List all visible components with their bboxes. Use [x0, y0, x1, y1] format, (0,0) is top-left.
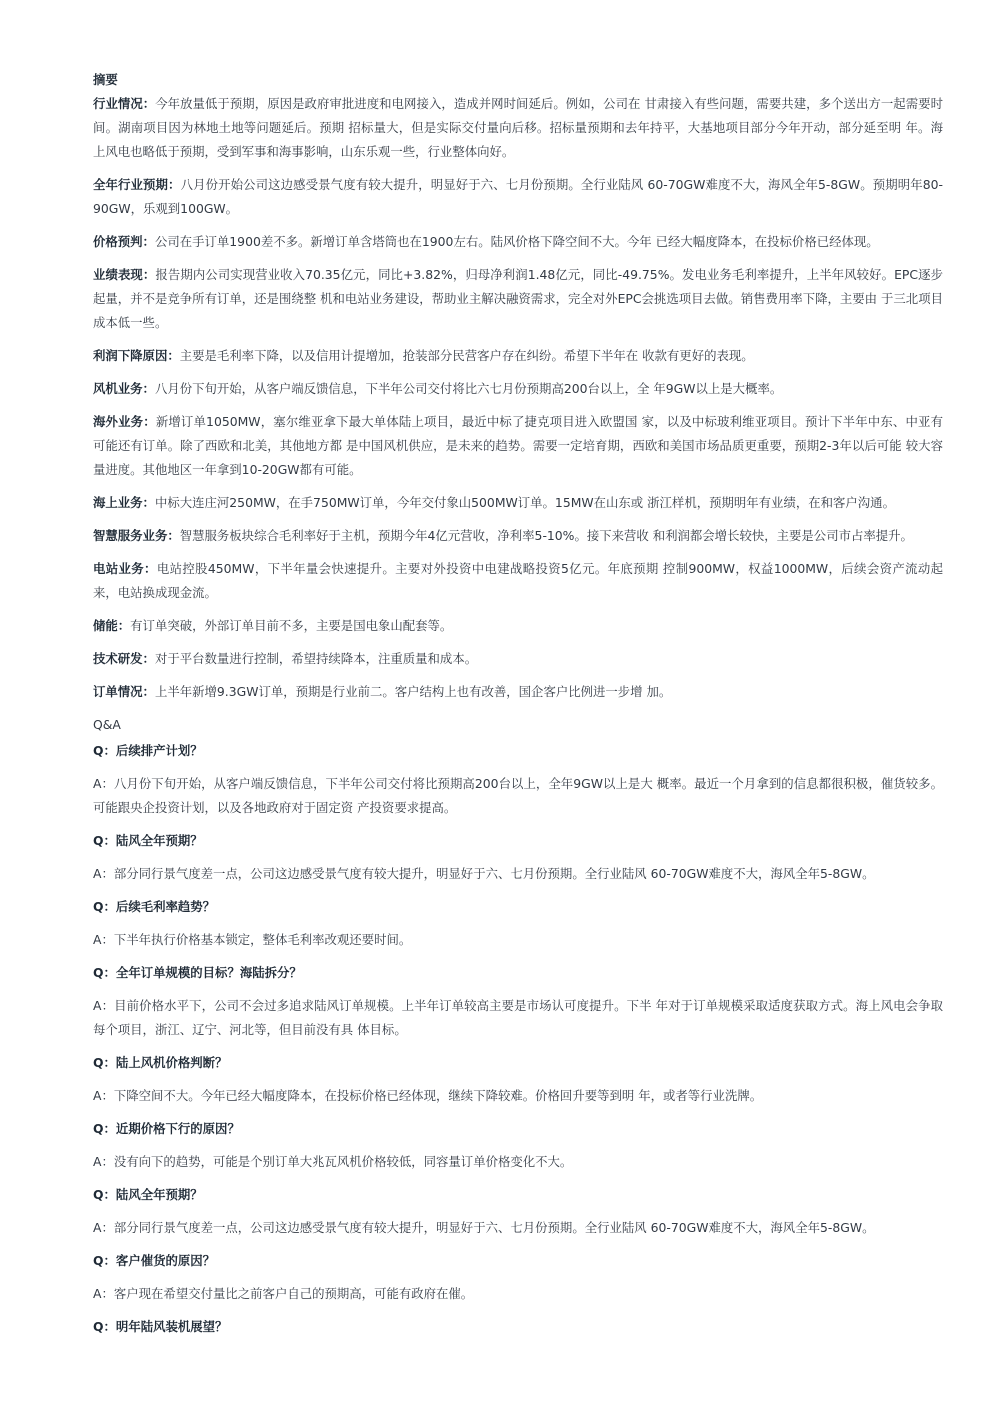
paragraph-label: 利润下降原因：: [93, 348, 180, 363]
paragraph-text: 主要是毛利率下降，以及信用计提增加，抢装部分民营客户存在纠纷。希望下半年在 收款有更好的表现。: [179, 348, 754, 363]
paragraph-label: 业绩表现：: [93, 267, 156, 282]
paragraph-text: 公司在手订单1900差不多。新增订单含塔筒也在1900左右。陆风价格下降空间不大。今年 已经大幅度降本，在投标价格已经体现。: [154, 234, 879, 249]
paragraph-label: 行业情况：: [93, 96, 156, 111]
answer: A：客户现在希望交付量比之前客户自己的预期高，可能有政府在催。: [93, 1286, 474, 1301]
answer: A：部分同行景气度差一点，公司这边感受景气度有较大提升，明显好于六、七月份预期。全行业陆风 60-70GW难度不大，海风全年5-8GW。: [93, 1220, 875, 1235]
question: Q：陆风全年预期？: [93, 1187, 203, 1202]
question: Q：客户催货的原因？: [93, 1253, 216, 1268]
summary-paragraph: [93, 647, 943, 671]
paragraph-text: 今年放量低于预期，原因是政府审批进度和电网接入，造成并网时间延后。例如，公司在 甘肃接入有些问题，需要共建，多个送出方一起需要时间。湖南项目因为林地土地等问题延后。预期 招标量大，但是实际交付量向后移。招标量预期和去年持平，大基地项目部分今年开动，部分延至明 年。海上风电也略低于预期，受到军事和海事影响，山东乐观一些，行业整体向好。: [93, 96, 943, 159]
summary-paragraph: [93, 557, 943, 605]
qa-title: Q&A: [93, 717, 121, 732]
summary-paragraph: [93, 524, 943, 548]
question: Q：陆上风机价格判断？: [93, 1055, 228, 1070]
answer: A：目前价格水平下，公司不会过多追求陆风订单规模。上半年订单较高主要是市场认可度提升。下半 年对于订单规模采取适度获取方式。海上风电会争取每个项目，浙江、辽宁、河北等，但目前没有具 体目标。: [93, 998, 943, 1037]
paragraph-label: 技术研发：: [93, 651, 155, 666]
summary-paragraph: [93, 344, 943, 368]
paragraph-text: 八月份开始公司这边感受景气度有较大提升，明显好于六、七月份预期。全行业陆风 60-70GW难度不大，海风全年5-8GW。预期明年80-90GW，乐观到100GW。: [93, 177, 944, 216]
paragraph-text: 八月份下旬开始，从客户端反馈信息，下半年公司交付将比六七月份预期高200台以上，全 年9GW以上是大概率。: [154, 381, 783, 396]
answer: A：下半年执行价格基本锁定，整体毛利率改观还要时间。: [93, 932, 412, 947]
paragraph-text: 上半年新增9.3GW订单，预期是行业前二。客户结构上也有改善，国企客户比例进一步增 加。: [154, 684, 672, 699]
summary-paragraph: [93, 92, 943, 164]
question: Q：后续排产计划？: [93, 743, 203, 758]
question: Q：陆风全年预期？: [93, 833, 203, 848]
summary-paragraph: [93, 377, 943, 401]
paragraph-text: 对于平台数量进行控制，希望持续降本，注重质量和成本。: [154, 651, 478, 666]
paragraph-label: 风机业务：: [93, 381, 155, 396]
summary-paragraph: [93, 491, 943, 515]
question: Q：全年订单规模的目标？海陆拆分？: [93, 965, 302, 980]
paragraph-text: 报告期内公司实现营业收入70.35亿元，同比+3.82%，归母净利润1.48亿元，同比-49.75%。发电业务毛利率提升，上半年风较好。EPC逐步起量，并不是竞争所有订单，还是围绕整 机和电站业务建设，帮助业主解决融资需求，完全对外EPC会挑选项目去做。销售费用率下降，主要由 于三北项目 成本低一些。: [93, 267, 944, 330]
paragraph-label: 海上业务：: [93, 495, 155, 510]
summary-paragraph: [93, 230, 943, 254]
paragraph-label: 储能：: [93, 618, 131, 633]
summary-paragraph: [93, 410, 943, 482]
paragraph-label: 全年行业预期：: [93, 177, 181, 192]
paragraph-text: 有订单突破，外部订单目前不多，主要是国电象山配套等。: [130, 618, 453, 633]
paragraph-label: 电站业务：: [93, 561, 157, 576]
answer: A：部分同行景气度差一点，公司这边感受景气度有较大提升，明显好于六、七月份预期。全行业陆风 60-70GW难度不大，海风全年5-8GW。: [93, 866, 875, 881]
summary-paragraph: [93, 263, 943, 335]
question: Q：近期价格下行的原因？: [93, 1121, 240, 1136]
document-page: [93, 68, 943, 1348]
answer: A：八月份下旬开始，从客户端反馈信息，下半年公司交付将比预期高200台以上，全年9GW以上是大 概率。最近一个月拿到的信息都很积极，催货较多。可能跟央企投资计划，以及各地政府对于固定资 产投资要求提高。: [93, 776, 943, 815]
paragraph-label: 智慧服务业务：: [93, 528, 180, 543]
paragraph-label: 订单情况：: [93, 684, 155, 699]
answer: A：没有向下的趋势，可能是个别订单大兆瓦风机价格较低，同容量订单价格变化不大。: [93, 1154, 573, 1169]
paragraph-text: 智慧服务板块综合毛利率好于主机，预期今年4亿元营收，净利率5-10%。接下来营收 和利润都会增长较快，主要是公司市占率提升。: [179, 528, 913, 543]
paragraph-text: 新增订单1050MW，塞尔维亚拿下最大单体陆上项目，最近中标了捷克项目进入欧盟国 家，以及中标玻利维亚项目。预计下半年中东、中亚有可能还有订单。除了西欧和北美，其他地方都 是中国风机供应，是未来的趋势。需要一定培育期，西欧和美国市场品质更重要，预期2-3年以后可能 较大容量进度。其他地区一年拿到10-20GW都有可能。: [93, 414, 943, 477]
question: Q：明年陆风装机展望？: [93, 1319, 228, 1334]
summary-paragraph: [93, 173, 943, 221]
paragraph-text: 电站控股450MW，下半年量会快速提升。主要对外投资中电建战略投资5亿元。年底预期 控制900MW，权益1000MW，后续会资产流动起来，电站换成现金流。: [93, 561, 944, 600]
summary-title: 摘要: [93, 72, 118, 87]
question: Q：后续毛利率趋势？: [93, 899, 216, 914]
summary-paragraph: [93, 680, 943, 704]
summary-paragraph: [93, 614, 943, 638]
paragraph-label: 海外业务：: [93, 414, 156, 429]
paragraph-text: 中标大连庄河250MW，在手750MW订单，今年交付象山500MW订单。15MW在山东或 浙江样机，预期明年有业绩，在和客户沟通。: [154, 495, 895, 510]
paragraph-label: 价格预判：: [93, 234, 155, 249]
answer: A：下降空间不大。今年已经大幅度降本，在投标价格已经体现，继续下降较难。价格回升要等到明 年，或者等行业洗牌。: [93, 1088, 763, 1103]
